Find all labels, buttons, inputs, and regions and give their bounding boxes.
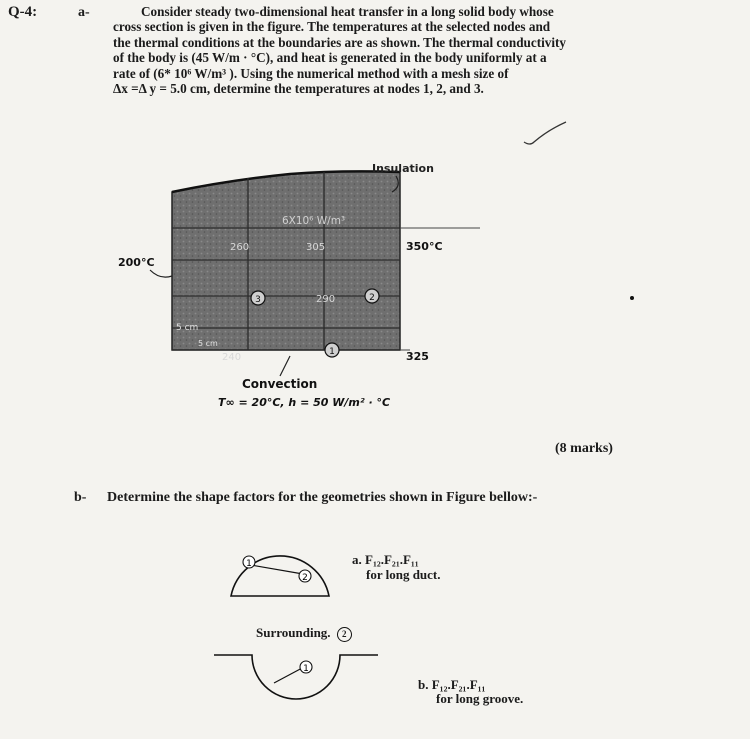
checkmark-icon <box>520 120 570 150</box>
node-3-marker <box>251 291 265 305</box>
node-2-label: 2 <box>369 293 375 303</box>
duct-node-1 <box>243 556 255 569</box>
question-number: Q-4: <box>8 4 38 20</box>
solid-body <box>172 171 400 350</box>
generation-label: 6X10⁶ W/m³ <box>282 215 346 227</box>
marks-label: (8 marks) <box>555 441 613 456</box>
surrounding-label <box>256 626 352 642</box>
node-temp-260: 260 <box>230 242 250 253</box>
part-a-line-4: of the body is (45 W/m · °C), and heat is generated in the body uniformly at a <box>113 50 547 66</box>
duct-caption-line-2: for long duct. <box>366 567 441 582</box>
dimension-5cm-horizontal: 5 cm <box>198 339 218 348</box>
insulation-label: Insulation <box>372 162 434 175</box>
left-temp-pointer <box>150 270 172 277</box>
part-a-label: a- <box>78 5 90 20</box>
duct-caption-line-1: a. F₁₂.F₂₁.F₁₁ <box>352 552 419 567</box>
groove-caption-line-1: b. F₁₂.F₂₁.F₁₁ <box>418 677 486 692</box>
right-top-temp: 350°C <box>406 240 443 253</box>
figure-a <box>110 150 490 415</box>
part-a-text <box>113 4 643 96</box>
svg-text:1: 1 <box>246 559 252 569</box>
left-boundary-temp: 200°C <box>118 256 155 269</box>
svg-text:1: 1 <box>303 664 309 674</box>
stray-dot <box>630 296 634 300</box>
node-1-marker <box>325 343 339 357</box>
convection-pointer <box>280 356 290 376</box>
svg-text:2: 2 <box>302 573 308 583</box>
convection-conditions: T∞ = 20°C, h = 50 W/m² · °C <box>218 396 391 409</box>
part-a-line-1: Consider steady two-dimensional heat transfer in a long solid body whose <box>141 4 554 19</box>
node-temp-305: 305 <box>306 242 326 253</box>
node-temp-240: 240 <box>222 352 242 363</box>
node-1-label: 1 <box>329 347 335 357</box>
part-b-text: Determine the shape factors for the geometries shown in Figure bellow:- <box>107 490 538 505</box>
node-temp-290: 290 <box>316 294 336 305</box>
node-3-label: 3 <box>255 295 261 305</box>
long-duct-figure <box>225 540 335 600</box>
node-2-marker <box>365 289 379 303</box>
part-a-line-5: rate of (6* 10⁶ W/m³ ). Using the numerical method with a mesh size of <box>113 65 509 81</box>
surrounding-node-2: 2 <box>337 627 352 642</box>
dimension-5cm-vertical: 5 cm <box>176 323 199 333</box>
convection-label: Convection <box>242 377 318 391</box>
part-a-line-3: the thermal conditions at the boundaries are as shown. The thermal conductivity <box>113 34 567 50</box>
groove-node-1 <box>300 661 312 674</box>
part-a-line-6: Δx =Δ y = 5.0 cm, determine the temperatures at nodes 1, 2, and 3. <box>113 81 484 97</box>
long-groove-figure <box>212 645 382 705</box>
surrounding-text: Surrounding. <box>256 625 331 640</box>
right-bottom-temp: 325 <box>406 350 429 363</box>
part-b-label: b- <box>74 490 87 505</box>
part-a-line-2: cross section is given in the figure. The temperatures at the selected nodes and <box>113 19 551 35</box>
groove-caption-line-2: for long groove. <box>436 691 524 706</box>
duct-node-2 <box>299 570 311 583</box>
groove-profile <box>214 655 378 699</box>
